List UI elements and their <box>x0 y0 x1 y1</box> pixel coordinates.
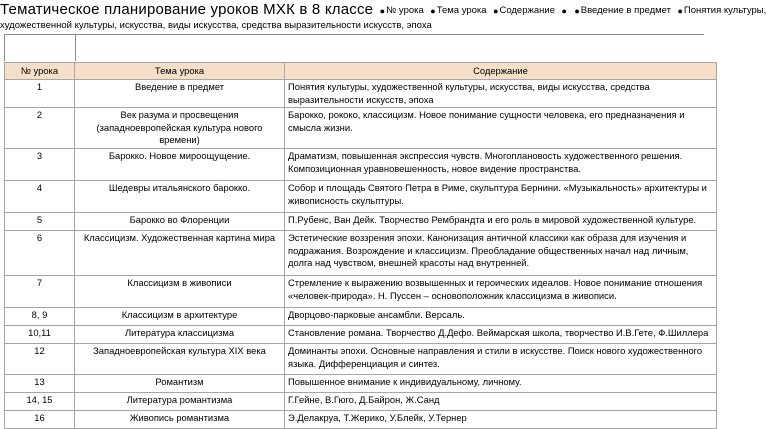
table-row <box>5 392 717 410</box>
lesson-number: 1 <box>5 80 75 108</box>
lesson-number: 13 <box>5 374 75 392</box>
page-header <box>0 0 766 20</box>
table-row <box>5 343 717 374</box>
divider <box>74 34 704 35</box>
lesson-content: Собор и площадь Святого Петра в Риме, скульптура Бернини. «Музыкальность» архитектуры и живописность скульптуры. <box>285 180 717 212</box>
lesson-number: 4 <box>5 180 75 212</box>
lesson-number: 3 <box>5 148 75 180</box>
lesson-content: Повышенное внимание к индивидуальному, личному. <box>285 374 717 392</box>
table-row <box>5 148 717 180</box>
table-row <box>5 325 717 343</box>
bullet-icon: ● <box>574 6 580 16</box>
lesson-number: 10,11 <box>5 325 75 343</box>
lesson-topic: Классицизм в архитектуре <box>75 307 285 325</box>
table-row <box>5 307 717 325</box>
page-subtitle: художественной культуры, искусства, виды искусства, средства выразительности искусств, эпоха <box>0 20 432 31</box>
lesson-content: Эстетические воззрения эпохи. Канонизация античной классики как образа для изучения и подражания. Возрождение и классицизм. Преобладание общественных начал над личным, долга над чувством, внешней красоты над внутренней. <box>285 230 717 275</box>
lesson-content: Э.Делакруа, Т.Жерико, У.Блейк, У.Тернер <box>285 410 717 428</box>
column-header-topic: Тема урока <box>75 63 285 80</box>
lesson-plan-table <box>4 62 717 429</box>
lesson-number: 5 <box>5 212 75 230</box>
breadcrumb-item-5: Понятия культуры, <box>683 5 766 16</box>
bullet-icon: ● <box>677 6 683 16</box>
lesson-topic: Барокко во Флоренции <box>75 212 285 230</box>
breadcrumb-item-4: Введение в предмет <box>580 5 672 16</box>
lesson-topic: Литература классицизма <box>75 325 285 343</box>
lesson-topic: Живопись романтизма <box>75 410 285 428</box>
lesson-topic: Век разума и просвещения (западноевропейская культура нового времени) <box>75 108 285 149</box>
breadcrumb-item-1: Тема урока <box>436 5 487 16</box>
lesson-content: П.Рубенс, Ван Дейк. Творчество Рембрандта и его роль в мировой художественной культуре. <box>285 212 717 230</box>
breadcrumb-item-0: № урока <box>386 5 424 16</box>
table-header-row <box>5 63 717 80</box>
lesson-number: 16 <box>5 410 75 428</box>
bullet-icon: ● <box>430 6 436 16</box>
lesson-content: Становление романа. Творчество Д.Дефо. Веймарская школа, творчество И.В.Гете, Ф.Шиллера <box>285 325 717 343</box>
table-row <box>5 212 717 230</box>
bullet-icon: ● <box>379 6 386 16</box>
table-row <box>5 108 717 149</box>
table-row <box>5 180 717 212</box>
column-header-content: Содержание <box>285 63 717 80</box>
lesson-number: 14, 15 <box>5 392 75 410</box>
bullet-icon: ● <box>561 6 567 16</box>
lesson-topic: Романтизм <box>75 374 285 392</box>
lesson-number: 6 <box>5 230 75 275</box>
lesson-number: 12 <box>5 343 75 374</box>
lesson-content: Барокко, рококо, классицизм. Новое понимание сущности человека, его предназначения и смысла жизни. <box>285 108 717 149</box>
lesson-number: 7 <box>5 275 75 307</box>
lesson-topic: Западноевропейская культура XIX века <box>75 343 285 374</box>
lesson-content: Доминанты эпохи. Основные направления и стили в искусстве. Поиск нового художественного языка. Дифференциация и синтез. <box>285 343 717 374</box>
lesson-topic: Шедевры итальянского барокко. <box>75 180 285 212</box>
page-title: Тематическое планирование уроков МХК в 8 классе <box>0 1 374 18</box>
lesson-content: Понятия культуры, художественной культуры, искусства, виды искусства, средства выразительности искусств, эпоха <box>285 80 717 108</box>
lesson-content: Дворцово-парковые ансамбли. Версаль. <box>285 307 717 325</box>
table-row <box>5 80 717 108</box>
breadcrumb-item-2: Содержание <box>499 5 555 16</box>
lesson-topic: Литература романтизма <box>75 392 285 410</box>
table-row <box>5 410 717 428</box>
table-row <box>5 275 717 307</box>
lesson-topic: Классицизм. Художественная картина мира <box>75 230 285 275</box>
lesson-content: Г.Гейне, В.Гюго, Д.Байрон, Ж.Санд <box>285 392 717 410</box>
lesson-topic: Классицизм в живописи <box>75 275 285 307</box>
column-header-num: № урока <box>5 63 75 80</box>
empty-cell-box <box>4 34 76 61</box>
table-row <box>5 374 717 392</box>
lesson-topic: Введение в предмет <box>75 80 285 108</box>
lesson-number: 8, 9 <box>5 307 75 325</box>
lesson-topic: Барокко. Новое мироощущение. <box>75 148 285 180</box>
lesson-content: Драматизм, повышенная экспрессия чувств. Многоплановость художественного решения. Композиционная уравновешенность, новое видение пространства. <box>285 148 717 180</box>
lesson-number: 2 <box>5 108 75 149</box>
table-row <box>5 230 717 275</box>
bullet-icon: ● <box>493 6 499 16</box>
lesson-content: Стремление к выражению возвышенных и героических идеалов. Новое понимание отношения «человек-природа». Н. Пуссен – основоположник классицизма в живописи. <box>285 275 717 307</box>
